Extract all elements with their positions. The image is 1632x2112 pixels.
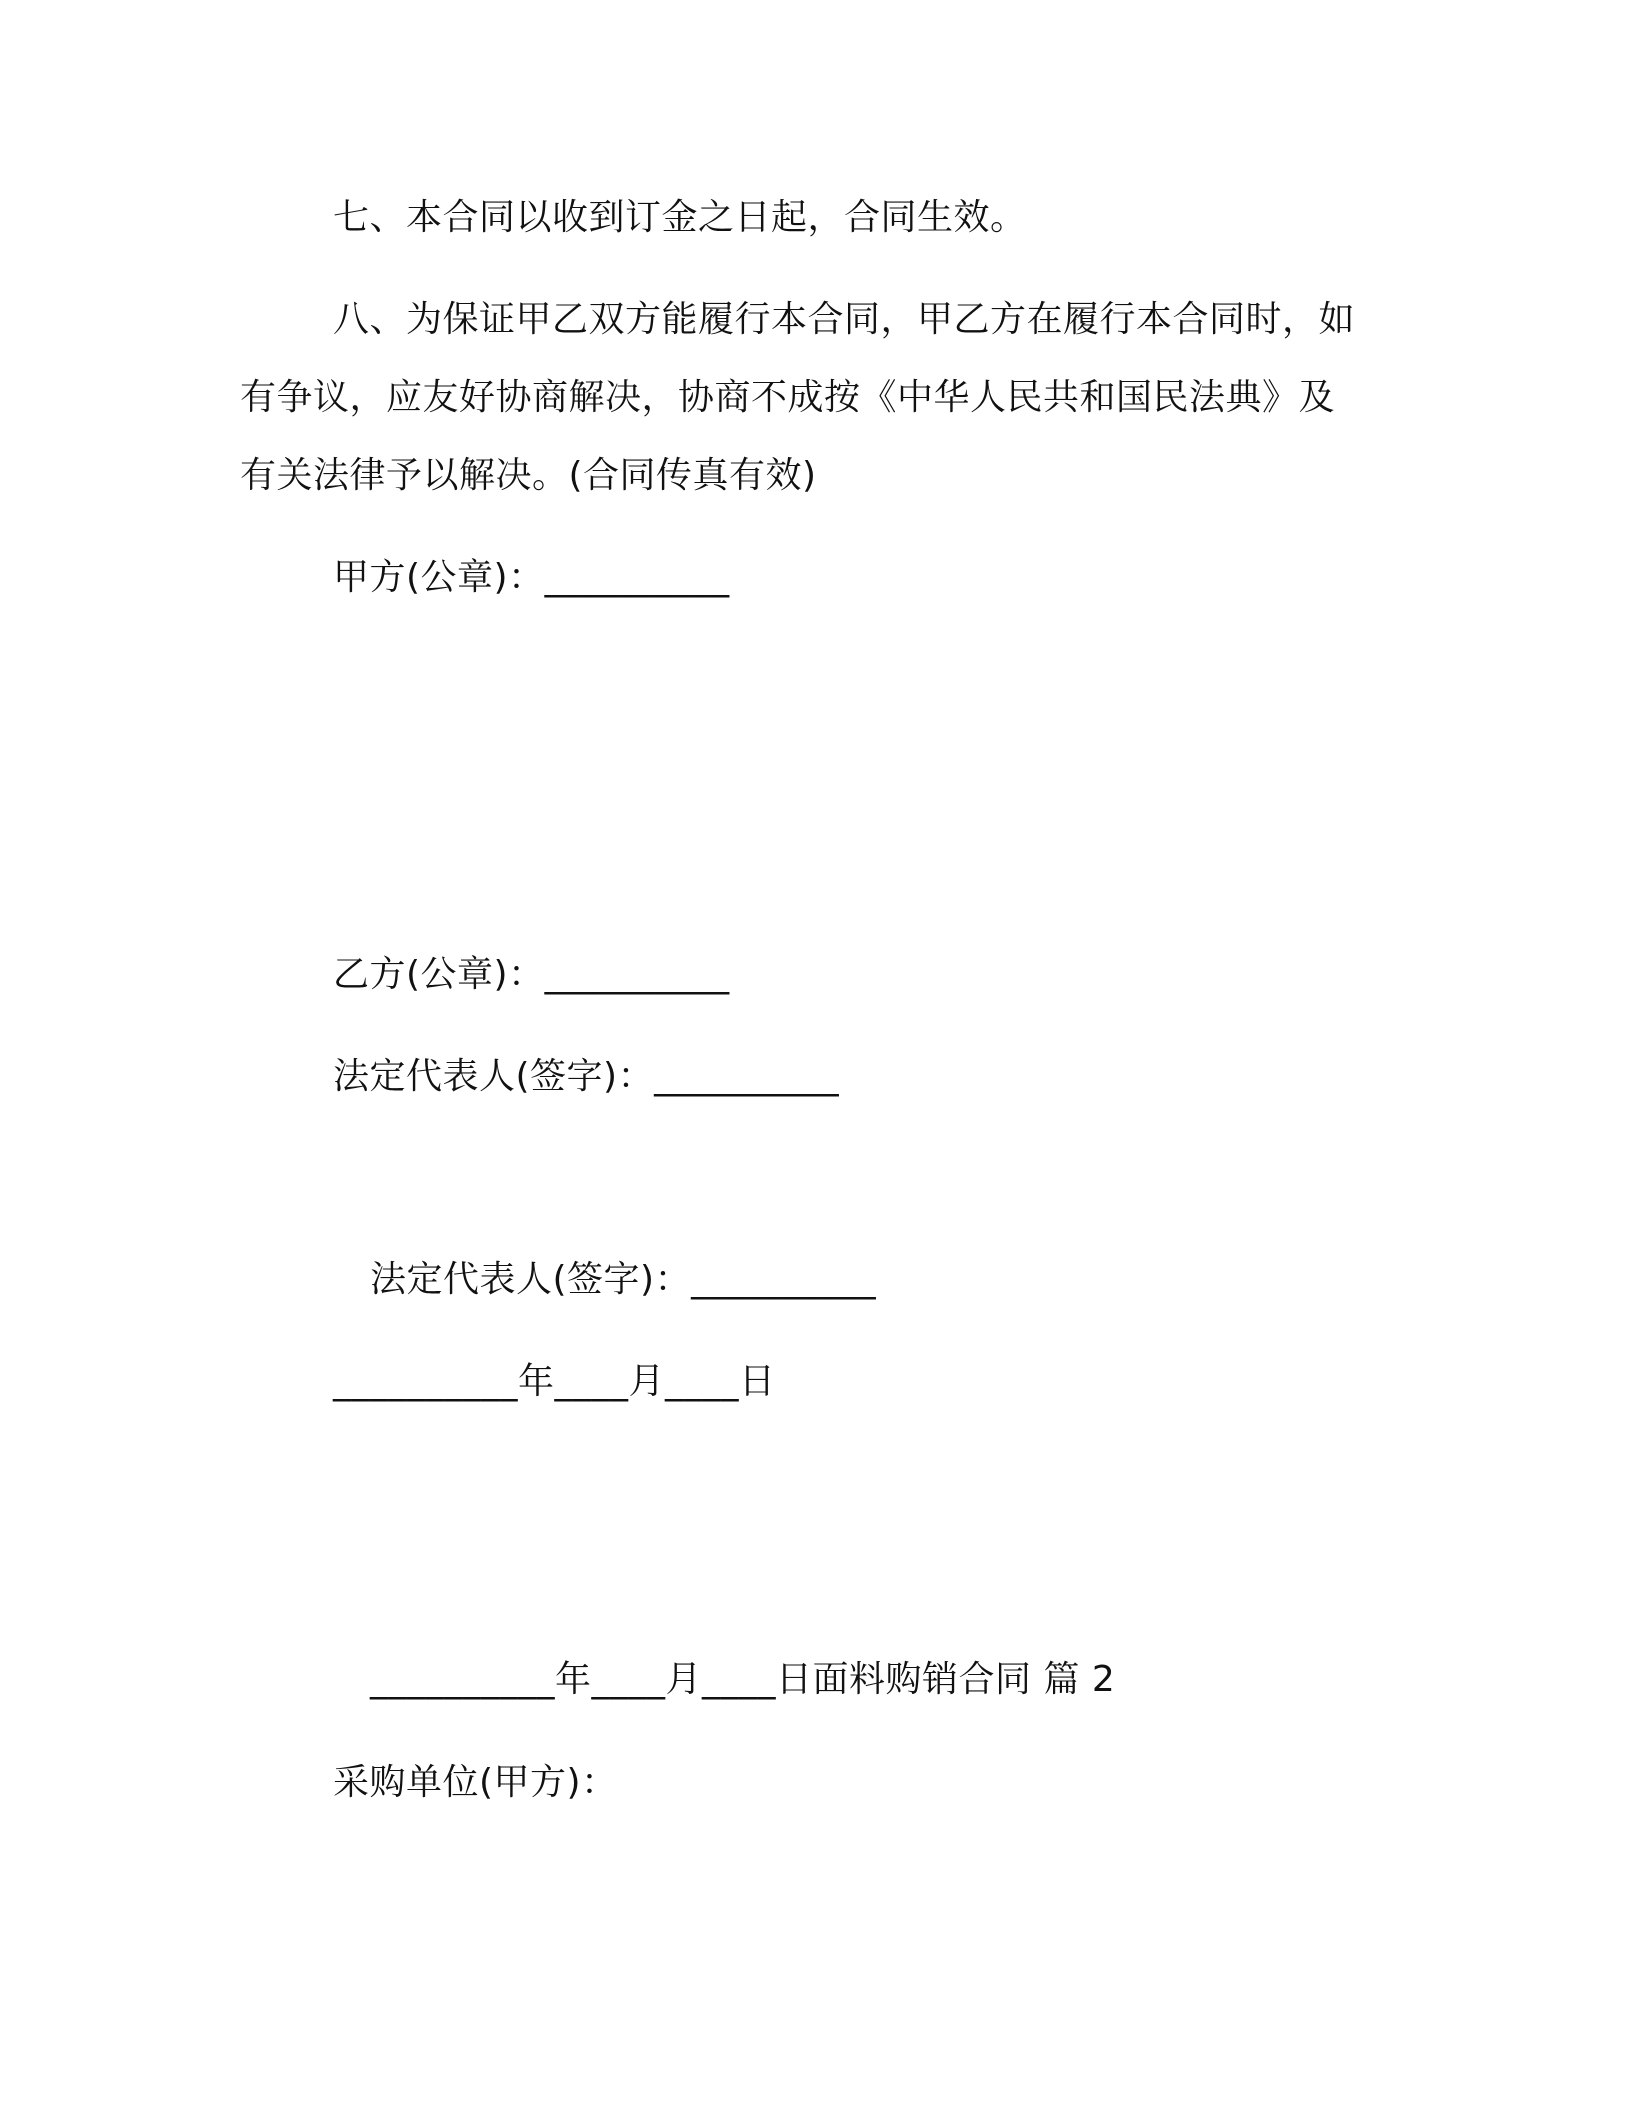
legal-representative-signature-2: 法定代表人(签字)：__________ xyxy=(370,1259,877,1300)
party-b-seal-line: 乙方(公章)：__________ xyxy=(333,954,730,995)
party-a-seal-line: 甲方(公章)：__________ xyxy=(333,557,730,598)
contract-title-2: __________年____月____日面料购销合同 篇 2 xyxy=(370,1659,1116,1700)
clause-8-line-3: 有关法律予以解决。(合同传真有效) xyxy=(240,455,817,496)
clause-8-line-1: 八、为保证甲乙双方能履行本合同，甲乙方在履行本合同时，如 xyxy=(333,299,1356,340)
legal-representative-signature-1: 法定代表人(签字)：__________ xyxy=(333,1056,840,1097)
date-line: __________年____月____日 xyxy=(333,1361,776,1402)
clause-8-line-2: 有争议，应友好协商解决，协商不成按《中华人民共和国民法典》及 xyxy=(240,377,1336,418)
purchaser-party-a: 采购单位(甲方)： xyxy=(333,1762,618,1803)
clause-7: 七、本合同以收到订金之日起，合同生效。 xyxy=(333,197,1027,238)
